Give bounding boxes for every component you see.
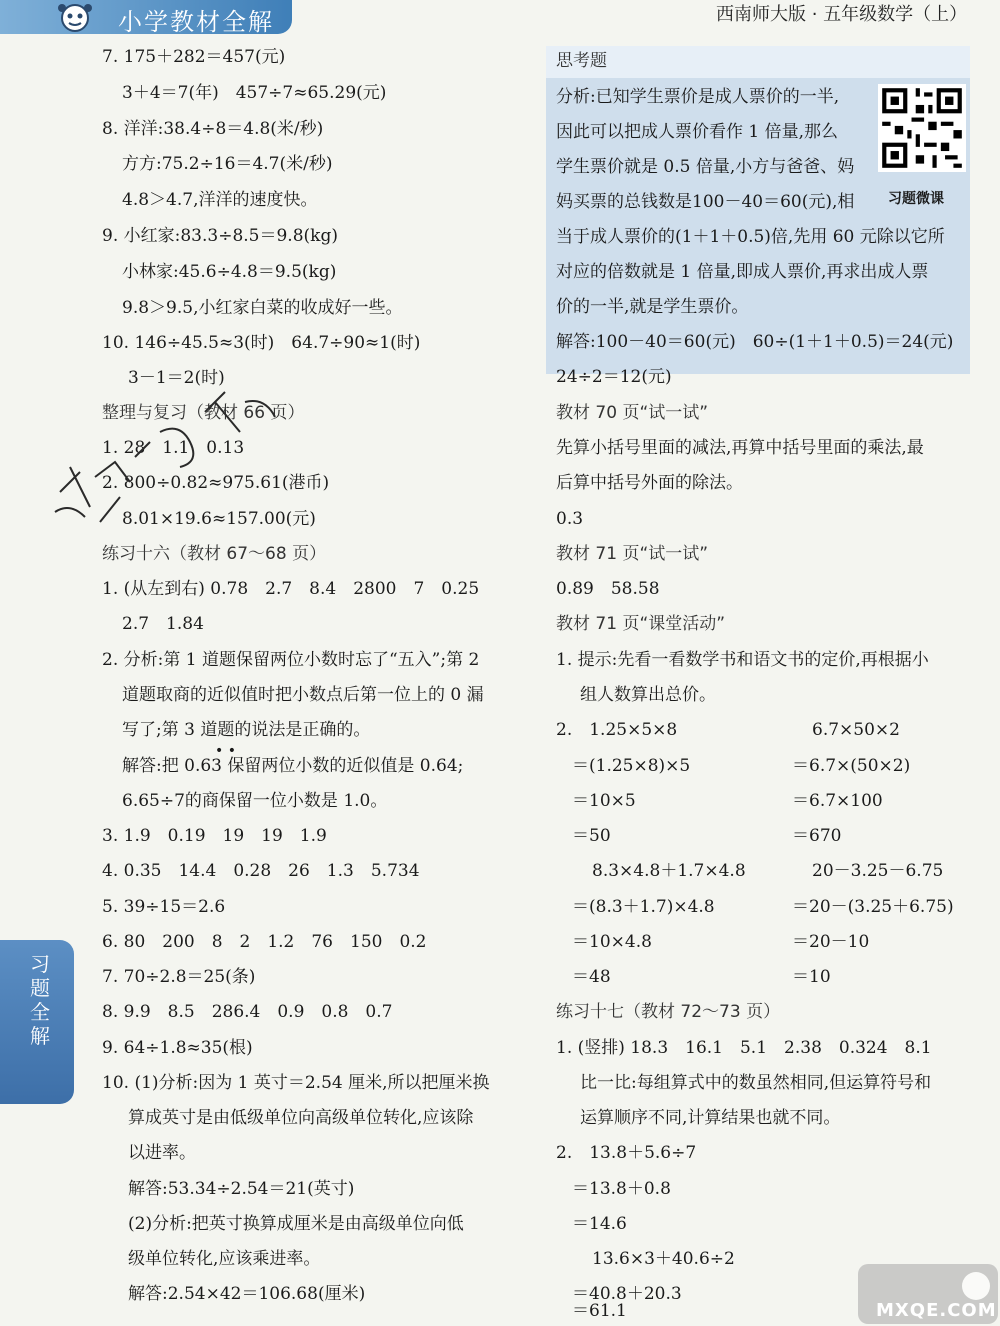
calc-line: ＝(1.25×8)×5 — [572, 756, 691, 776]
answer-line: 8. 洋洋:38.4÷8＝4.8(米/秒) — [102, 119, 324, 139]
calc-line: ＝10×5 — [572, 791, 636, 811]
think-line: 对应的倍数就是 1 倍量,即成人票价,再求出成人票 — [556, 262, 929, 282]
answer-line: 10. (1)分析:因为 1 英寸＝2.54 厘米,所以把厘米换 — [102, 1073, 490, 1093]
answer-line: 7. 70÷2.8＝25(条) — [102, 967, 256, 987]
calc-line: ＝40.8＋20.3 — [572, 1284, 682, 1304]
answer-line: 后算中括号外面的除法。 — [556, 473, 743, 493]
answer-line: 运算顺序不同,计算结果也就不同。 — [580, 1108, 841, 1128]
answer-line: 小林家:45.6÷4.8＝9.5(kg) — [122, 262, 337, 282]
calc-line: 13.6×3＋40.6÷2 — [592, 1249, 735, 1269]
answer-line: 解答:把 0.63 保留两位小数的近似值是 0.64; — [122, 756, 464, 776]
calc-line: ＝61.1 — [572, 1301, 627, 1321]
calc-line: ＝20－(3.25＋6.75) — [792, 897, 954, 917]
answer-line: 4. 0.35 14.4 0.28 26 1.3 5.734 — [102, 861, 420, 881]
answer-line: 级单位转化,应该乘进率。 — [128, 1249, 321, 1269]
qr-code-icon[interactable] — [878, 84, 966, 172]
answer-line: 算成英寸是由低级单位向高级单位转化,应该除 — [128, 1108, 474, 1128]
answer-line: 3＋4＝7(年) 457÷7≈65.29(元) — [122, 83, 387, 103]
answer-line: 9. 64÷1.8≈35(根) — [102, 1038, 253, 1058]
answer-line: 8. 9.9 8.5 286.4 0.9 0.8 0.7 — [102, 1002, 393, 1022]
answer-line: 1. (竖排) 18.3 16.1 5.1 2.38 0.324 8.1 — [556, 1038, 932, 1058]
calc-line: ＝50 — [572, 826, 611, 846]
answer-line: 2. 800÷0.82≈975.61(港币) — [102, 473, 330, 493]
think-line: 当于成人票价的(1＋1＋0.5)倍,先用 60 元除以它所 — [556, 227, 945, 247]
watermark-text: MXQE.COM — [876, 1300, 997, 1321]
qr-label: 习题微课 — [888, 191, 944, 207]
calc-line: ＝10×4.8 — [572, 932, 652, 952]
answer-line: 1. 28 1.1 0.13 — [102, 438, 245, 458]
calc-line: ＝20－10 — [792, 932, 870, 952]
think-line: 价的一半,就是学生票价。 — [556, 297, 749, 317]
calc-line: 20－3.25－6.75 — [812, 861, 944, 881]
section-heading: 教材 70 页“试一试” — [556, 403, 709, 423]
side-tab-label: 习题全解 — [30, 952, 50, 1048]
header-book-info: 西南师大版 · 五年级数学（上） — [716, 4, 968, 25]
section-heading: 整理与复习（教材 66 页） — [102, 403, 305, 423]
answer-line: 1. (从左到右) 0.78 2.7 8.4 2800 7 0.25 — [102, 579, 480, 599]
answer-line: 5. 39÷15＝2.6 — [102, 897, 226, 917]
calc-line: ＝(8.3＋1.7)×4.8 — [572, 897, 715, 917]
calc-line: 8.3×4.8＋1.7×4.8 — [592, 861, 746, 881]
answer-line: 0.3 — [556, 509, 584, 529]
answer-line: 2. 分析:第 1 道题保留两位小数时忘了“五入”;第 2 — [102, 650, 480, 670]
answer-line: (2)分析:把英寸换算成厘米是由高级单位向低 — [128, 1214, 464, 1234]
think-line: 妈买票的总钱数是100－40＝60(元),相 — [556, 192, 855, 212]
answer-line: 9.8＞9.5,小红家白菜的收成好一些。 — [122, 298, 403, 318]
answer-line: 6.65÷7的商保留一位小数是 1.0。 — [122, 791, 388, 811]
answer-line: 道题取商的近似值时把小数点后第一位上的 0 漏 — [122, 685, 484, 705]
section-heading: 练习十六（教材 67～68 页） — [102, 544, 327, 564]
answer-line: 3. 1.9 0.19 19 19 1.9 — [102, 826, 327, 846]
answer-line: 9. 小红家:83.3÷8.5＝9.8(kg) — [102, 226, 338, 246]
calc-line: ＝6.7×100 — [792, 791, 883, 811]
header-title: 小学教材全解 — [118, 8, 274, 36]
think-line: 因此可以把成人票价看作 1 倍量,那么 — [556, 122, 839, 142]
answer-line: 2.7 1.84 — [122, 614, 204, 634]
answer-line: 3－1＝2(时) — [128, 368, 225, 388]
calc-line: 2. 13.8＋5.6÷7 — [556, 1143, 697, 1163]
calc-line: ＝10 — [792, 967, 831, 987]
answer-line: 方方:75.2÷16＝4.7(米/秒) — [122, 154, 333, 174]
section-heading: 练习十七（教材 72～73 页） — [556, 1002, 781, 1022]
answer-line: 8.01×19.6≈157.00(元) — [122, 509, 316, 529]
think-line: 学生票价就是 0.5 倍量,小方与爸爸、妈 — [556, 157, 855, 177]
answer-line: 4.8＞4.7,洋洋的速度快。 — [122, 190, 318, 210]
calc-line: 6.7×50×2 — [812, 720, 900, 740]
think-line: 24÷2＝12(元) — [556, 367, 672, 387]
calc-line: ＝13.8＋0.8 — [572, 1179, 671, 1199]
answer-line: 7. 175＋282＝457(元) — [102, 47, 286, 67]
think-title: 思考题 — [556, 51, 607, 71]
mascot-icon — [52, 2, 98, 32]
answer-line: 先算小括号里面的减法,再算中括号里面的乘法,最 — [556, 438, 924, 458]
answer-line: 6. 80 200 8 2 1.2 76 150 0.2 — [102, 932, 427, 952]
answer-line: 1. 提示:先看一看数学书和语文书的定价,再根据小 — [556, 650, 929, 670]
answer-line: 组人数算出总价。 — [580, 685, 716, 705]
calc-line: ＝14.6 — [572, 1214, 627, 1234]
answer-line: 0.89 58.58 — [556, 579, 660, 599]
think-line: 分析:已知学生票价是成人票价的一半, — [556, 87, 840, 107]
calc-line: ＝48 — [572, 967, 611, 987]
calc-line: 2. 1.25×5×8 — [556, 720, 678, 740]
think-line: 解答:100－40＝60(元) 60÷(1＋1＋0.5)＝24(元) — [556, 332, 954, 352]
answer-line: 解答:53.34÷2.54＝21(英寸) — [128, 1179, 355, 1199]
answer-line: 10. 146÷45.5≈3(时) 64.7÷90≈1(时) — [102, 333, 421, 353]
answer-line: 解答:2.54×42＝106.68(厘米) — [128, 1284, 366, 1304]
calc-line: ＝6.7×(50×2) — [792, 756, 911, 776]
calc-line: ＝670 — [792, 826, 842, 846]
section-heading: 教材 71 页“课堂活动” — [556, 614, 726, 634]
repeating-dots: • • — [215, 743, 236, 759]
section-heading: 教材 71 页“试一试” — [556, 544, 709, 564]
think-title-bar — [546, 46, 970, 78]
answer-line: 以进率。 — [128, 1143, 196, 1163]
handwriting-scribble — [40, 372, 290, 532]
answer-line: 比一比:每组算式中的数虽然相同,但运算符号和 — [580, 1073, 932, 1093]
answer-line: 写了;第 3 道题的说法是正确的。 — [122, 720, 371, 740]
